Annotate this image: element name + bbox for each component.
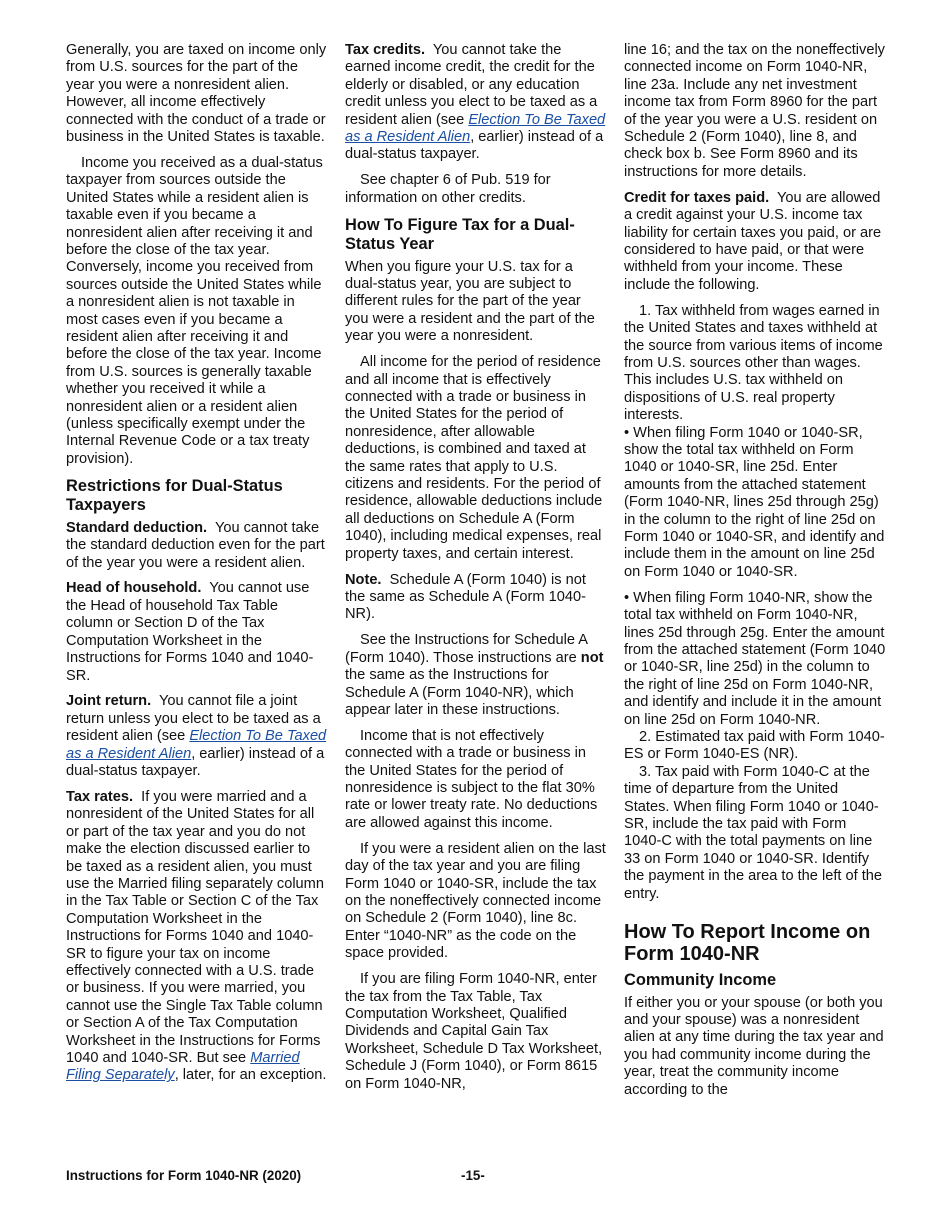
list-item-1: 1. Tax withheld from wages earned in the United States and taxes withheld at the source from various items of income from U.S. sources other than wages. This includes U.S. tax withheld on dispositions of U.S. real property interests. [624, 302, 883, 424]
paragraph-standard-deduction [66, 520, 328, 572]
bullet-item [624, 590, 886, 729]
paragraph: If either you or your spouse (or both you and your spouse) was a nonresident alien at any time during the tax year and you had community income during the year, treat the community income according to the [624, 994, 884, 1098]
paragraph: line 16; and the tax on the noneffectively connected income on Form 1040-NR, line 23a. Include any net investment income tax from Form 8960 for the part of the year you were a U.S. resident on Schedule 2 (Form 1040), line 8, and check box b. See Form 8960 and its instructions for more details. [624, 42, 885, 180]
paragraph-text: , later, for an exception. [174, 1067, 327, 1084]
bullet-item [624, 425, 886, 582]
section-heading-report-income: How To Report Income on Form 1040-NR [624, 921, 871, 965]
emphasis: not [580, 649, 604, 666]
paragraph-text: If you were married and a nonresident of the United States for all or part of the tax year and you do not make the election discussed earlier to be taxed as a resident alien, you must use the Married filing separately column in the Tax Table or Section C of the Tax Computation Worksheet in the Instructions for Forms 1040 and 1040-SR to figure your tax on income effectively connected with a U.S. trade or business. If you were married, you cannot use the Single Tax Table column or Section A of the Tax Computation Worksheet in the Instructions for Forms 1040 and 1040-SR. But see [66, 788, 324, 1067]
page-footer [66, 1168, 886, 1186]
subheading-community-income: Community Income [624, 971, 777, 989]
paragraph-credit-taxes-paid [624, 190, 886, 294]
paragraph: See chapter 6 of Pub. 519 for information on other credits. [345, 172, 551, 206]
column-2 [345, 42, 607, 1101]
paragraph-text: Schedule A (Form 1040) is not the same as Schedule A (Form 1040-NR). [345, 571, 586, 623]
run-in-heading: Head of household. [66, 580, 202, 597]
paragraph-text: You cannot take the earned income credit, the credit for the elderly or disabled, or any education credit unless you elect to be taxed as a resident alien (see [345, 42, 598, 128]
section-heading-figure-tax: How To Figure Tax for a Dual-Status Year [345, 215, 575, 254]
paragraph-tax-rates [66, 789, 328, 1085]
footer-title: Instructions for Form 1040-NR (2020) [66, 1168, 302, 1183]
paragraph: When you figure your U.S. tax for a dual-status year, you are subject to different rules for the part of the year you were a resident and the part of the year you were a nonresident. [345, 258, 595, 345]
run-in-heading: Standard deduction. [66, 519, 208, 536]
run-in-heading: Note. [345, 571, 382, 588]
run-in-heading: Joint return. [66, 693, 152, 710]
paragraph-text: You cannot file a joint return unless you elect to be taxed as a resident alien (see [66, 693, 321, 745]
column-1 [66, 42, 328, 1093]
section-heading-restrictions: Restrictions for Dual-Status Taxpayers [66, 476, 283, 515]
link-election-resident-alien[interactable]: Election To Be Taxed as a Resident Alien [66, 728, 327, 762]
paragraph-text: You are allowed a credit against your U.S. income tax liability for certain taxes you paid, or are considered to have paid, or that were withheld from your income. These include the following. [624, 189, 882, 293]
run-in-heading: Tax credits. [345, 42, 426, 58]
paragraph-text: You cannot take the standard deduction even for the part of the year you were a resident alien. [66, 519, 325, 571]
bullet-text: When filing Form 1040 or 1040-SR, show the total tax withheld on Form 1040 or 1040-SR, line 25d. Enter amounts from the attached statement (Form 1040-NR, lines 25d through 25g) in the column to the right of line 25d on Form 1040 or 1040-SR, and identify and include them in the amount on line 25d on Form 1040 or 1040-SR. [624, 424, 885, 580]
paragraph [345, 632, 607, 719]
bullet-icon: • [624, 589, 634, 606]
paragraph: Income you received as a dual-status taxpayer from sources outside the United States while a resident alien is taxable even if you became a nonresident alien after receiving it and before the close of the tax year. Conversely, income you received from sources outside the United States while a nonresident alien is not taxable in most cases even if you became a resident alien after receiving it and before the close of the tax year. Income from U.S. sources is generally taxable whether you received it while a nonresident alien or a resident alien (unless specifically exempt under the Internal Revenue Code or a tax treaty provision). [66, 154, 323, 467]
paragraph: If you were a resident alien on the last day of the tax year and you are filing Form 1040 or 1040-SR, include the tax on the noneffectively connected income on Schedule 2 (Form 1040), line 8c. Enter “1040-NR” as the code on the space provided. [345, 840, 606, 962]
paragraph-head-of-household [66, 580, 328, 684]
list-item-2: 2. Estimated tax paid with Form 1040-ES or Form 1040-ES (NR). [624, 728, 885, 763]
paragraph: Generally, you are taxed on income only from U.S. sources for the part of the year you were a nonresident alien. However, all income effectively connected with the conduct of a trade or business in the United States is taxable. [66, 42, 327, 146]
link-election-resident-alien[interactable]: Election To Be Taxed as a Resident Alien [345, 111, 606, 146]
paragraph: Income that is not effectively connected with a trade or business in the United States for the period of nonresidence is subject to the flat 30% rate or lower treaty rate. No deductions are allowed against this income. [345, 727, 598, 831]
page-number: -15- [461, 1168, 485, 1183]
paragraph-text: You cannot use the Head of household Tax Table column or Section D of the Tax Computation Worksheet in the Instructions for Forms 1040 and 1040-SR. [66, 580, 314, 684]
paragraph-note [345, 572, 607, 624]
paragraph-text: , earlier) instead of a dual-status taxpayer. [345, 129, 604, 163]
paragraph-text: the same as the Instructions for Schedule A (Form 1040-NR), which appear later in these instructions. [345, 667, 574, 718]
column-3 [624, 42, 886, 1107]
run-in-heading: Tax rates. [66, 788, 134, 805]
bullet-icon: • [624, 424, 634, 441]
paragraph-text: See the Instructions for Schedule A (Form 1040). Those instructions are [345, 632, 588, 666]
list-item-3: 3. Tax paid with Form 1040-C at the time of departure from the United States. When filing Form 1040 or 1040-SR, include the tax paid with Form 1040-C with the total payments on line 33 on Form 1040 or 1040-SR. Identify the payment in the area to the left of the entry. [624, 763, 882, 902]
paragraph-text: , earlier) instead of a dual-status taxpayer. [66, 745, 325, 780]
paragraph: If you are filing Form 1040-NR, enter the tax from the Tax Table, Tax Computation Worksheet, Qualified Dividends and Capital Gain Tax Worksheet, Schedule D Tax Worksheet, Schedule J (Form 1040), or Form 8615 on Form 1040-NR, [345, 971, 603, 1092]
link-married-filing-separately[interactable]: Married Filing Separately [66, 1050, 300, 1084]
paragraph-tax-credits [345, 42, 607, 164]
paragraph: All income for the period of residence and all income that is effectively connected with a trade or business in the United States for the period of nonresidence, after allowable deductions, is combined and taxed at the same rates that apply to U.S. citizens and residents. For the period of residence, allowable deductions include all deductions on Schedule A (Form 1040), including medical expenses, real property taxes, and certain interest. [345, 354, 603, 562]
run-in-heading: Credit for taxes paid. [624, 189, 770, 206]
paragraph-joint-return [66, 693, 328, 780]
bullet-text: When filing Form 1040-NR, show the total tax withheld on Form 1040-NR, lines 25d through 25g. Enter the amount from the attached statement (Form 1040 or 1040-SR, line 25d) in the column to the right of line 25d on Form 1040-NR, and identify and include it in the amount on line 25d on Form 1040-NR. [624, 589, 886, 728]
